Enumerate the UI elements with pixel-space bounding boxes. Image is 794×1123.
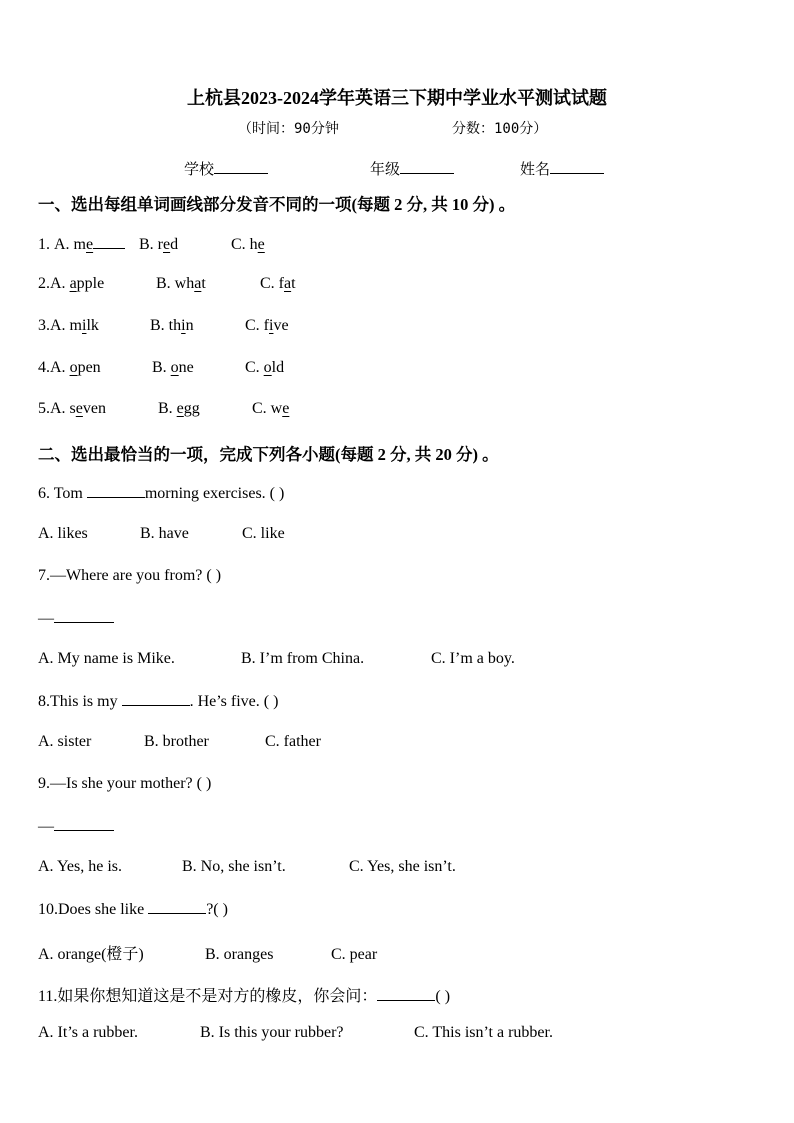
page-title: 上杭县2023-2024学年英语三下期中学业水平测试试题 <box>187 88 607 108</box>
option-b[interactable]: B. thin <box>150 317 194 334</box>
section-1-heading: 一、选出每组单词画线部分发音不同的一项(每题 2 分, 共 10 分) 。 <box>38 195 516 214</box>
question-2 <box>38 275 296 293</box>
question-number: 2. <box>38 275 50 292</box>
question-5 <box>38 400 289 418</box>
option-b[interactable]: B. oranges <box>205 946 274 963</box>
question-7: 7.—Where are you from? ( ) <box>38 567 222 584</box>
question-9-options <box>38 858 456 876</box>
question-stem: 8.This is my <box>38 693 122 710</box>
option-c[interactable]: C. I’m a boy. <box>431 650 515 667</box>
answer-blank[interactable] <box>54 608 114 623</box>
option-a[interactable]: A. open <box>50 359 101 376</box>
option-a[interactable]: A. orange(橙子) <box>38 946 144 963</box>
option-a[interactable]: A. It’s a rubber. <box>38 1024 138 1041</box>
question-8 <box>38 691 278 711</box>
option-c[interactable]: C. we <box>252 400 290 417</box>
grade-field <box>370 158 454 179</box>
question-4 <box>38 359 284 377</box>
option-a[interactable]: A. seven <box>50 400 106 417</box>
option-c[interactable]: C. five <box>245 317 289 334</box>
question-11-options <box>38 1024 553 1042</box>
question-number: 4. <box>38 359 50 376</box>
option-a[interactable]: A. sister <box>38 733 92 750</box>
option-b[interactable]: B. egg <box>158 400 200 417</box>
question-6-options <box>38 525 285 543</box>
question-7-options <box>38 650 515 668</box>
time-note: （时间：90分钟 <box>238 121 339 137</box>
option-b[interactable]: B. red <box>139 236 179 253</box>
question-10 <box>38 899 228 919</box>
name-label: 姓名 <box>520 162 551 178</box>
grade-blank[interactable] <box>400 159 454 174</box>
option-a[interactable]: A. milk <box>50 317 99 334</box>
option-b[interactable]: B. one <box>152 359 194 376</box>
answer-blank[interactable] <box>87 483 145 498</box>
question-stem-end: morning exercises. ( ) <box>144 485 285 502</box>
option-c[interactable]: C. pear <box>331 946 378 963</box>
option-a[interactable]: A. Yes, he is. <box>38 858 123 875</box>
grade-label: 年级 <box>370 162 401 178</box>
score-note: 分数：100分） <box>452 121 548 137</box>
option-a[interactable]: A. apple <box>50 275 105 292</box>
answer-blank[interactable] <box>148 899 206 914</box>
option-c[interactable]: C. he <box>231 236 265 253</box>
option-c[interactable]: C. father <box>265 733 321 750</box>
question-stem: 11.如果你想知道这是不是对方的橡皮，你会问： <box>38 988 378 1005</box>
question-10-options <box>38 941 377 964</box>
question-1 <box>38 234 265 254</box>
school-blank[interactable] <box>214 159 268 174</box>
option-b[interactable]: B. Is this your rubber? <box>200 1024 344 1041</box>
answer-blank[interactable] <box>377 986 435 1001</box>
option-c[interactable]: C. fat <box>260 275 296 292</box>
option-c[interactable]: C. This isn’t a rubber. <box>414 1024 553 1041</box>
answer-blank[interactable] <box>122 691 190 706</box>
name-field <box>520 158 604 179</box>
option-c[interactable]: C. old <box>245 359 285 376</box>
option-b[interactable]: B. I’m from China. <box>241 650 365 667</box>
question-7-answer-line: — <box>38 608 114 628</box>
question-stem: 10.Does she like <box>38 901 149 918</box>
question-stem-end: . He’s five. ( ) <box>189 693 279 710</box>
school-label: 学校 <box>184 162 215 178</box>
question-number: 5. <box>38 400 50 417</box>
question-3 <box>38 317 289 335</box>
question-6 <box>38 483 284 503</box>
option-a[interactable]: A. me <box>54 234 139 254</box>
question-9: 9.—Is she your mother? ( ) <box>38 775 212 792</box>
option-b[interactable]: B. No, she isn’t. <box>182 858 286 875</box>
question-stem-end: ?( ) <box>206 901 228 918</box>
question-stem: 6. Tom <box>38 485 87 502</box>
option-a[interactable]: A. My name is Mike. <box>38 650 175 667</box>
school-field <box>184 158 268 179</box>
option-c[interactable]: C. like <box>242 525 285 542</box>
question-11 <box>38 983 450 1006</box>
option-b[interactable]: B. have <box>140 525 189 542</box>
option-b[interactable]: B. what <box>156 275 206 292</box>
question-9-answer-line: — <box>38 816 114 836</box>
option-a[interactable]: A. likes <box>38 525 88 542</box>
question-stem-end: ( ) <box>435 988 451 1005</box>
section-2-heading: 二、选出最恰当的一项，完成下列各小题(每题 2 分, 共 20 分) 。 <box>38 445 499 464</box>
answer-blank[interactable] <box>54 816 114 831</box>
question-8-options <box>38 733 321 751</box>
question-number: 1. <box>38 236 54 253</box>
option-b[interactable]: B. brother <box>144 733 209 750</box>
option-c[interactable]: C. Yes, she isn’t. <box>349 858 456 875</box>
question-number: 3. <box>38 317 50 334</box>
name-blank[interactable] <box>550 159 604 174</box>
